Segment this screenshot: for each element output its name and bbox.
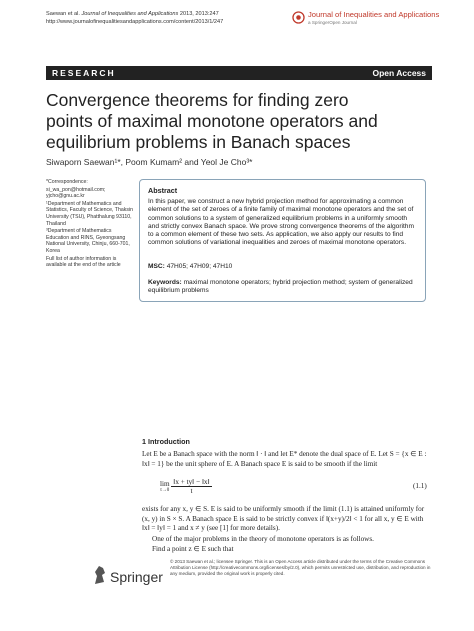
springer-wordmark: Springer: [110, 569, 163, 585]
eq-fraction: [171, 478, 211, 495]
running-header: [46, 10, 223, 26]
msc-line: [148, 263, 232, 270]
paragraph: One of the major problems in the theory of monotone operators is as follows.: [152, 535, 374, 543]
abstract-text: In this paper, we construct a new hybrid projection method for approximating a common element of the set of zeroes of a finite family of maximal monotone operators and the set of common solutions to a system of generalized equilibrium problems in a uniformly smooth and strictly convex Banach space. We prove strong convergence theorems of the algorithm to a common element of these two sets. As application, we also apply our results to find common solutions of variational inequalities and zeroes of maximal monotone operators.: [148, 198, 414, 247]
msc-codes: 47H05; 47H09; 47H10: [166, 263, 233, 270]
journal-logo: [292, 9, 442, 29]
header-url[interactable]: http://www.journalofinequalitiesandapplications.com/content/2013/1/247: [46, 19, 224, 25]
equation-1-1: [160, 478, 212, 495]
paragraph: Let E be a Banach space with the norm ‖ · ‖ and let E* denote the dual space of E. Let S = {x ∈ E : ‖x‖ = 1} be the unit sphere of E. A Banach space E is said to be smooth if the limit: [142, 450, 427, 468]
eq-denominator: t: [190, 487, 193, 495]
affil-line: ¹Department of Mathematics and Statistics, Faculty of Science, Thaksin University (TSU), Phatthalung 93110, Thailand: [46, 200, 133, 227]
logo-subtitle: a SpringerOpen Journal: [308, 20, 357, 25]
springer-horse-icon: [92, 564, 108, 586]
section-heading: 1 Introduction: [142, 437, 190, 446]
affil-email[interactable]: si_wa_pon@hotmail.com;: [46, 186, 106, 193]
license-footer: © 2013 Saewan et al.; licensee Springer. This is an Open Access article distributed under the terms of the Creative Commons Attribution License (http://creativecommons.org/licenses/by/2.0), which permits unrestricted use, distribution, and reproduction in any medium, provided the original work is properly cited.: [170, 559, 431, 576]
abstract-box: [139, 179, 426, 302]
banner-research: RESEARCH: [52, 68, 116, 78]
title-line: equilibrium problems in Banach spaces: [46, 132, 351, 152]
banner-open-access: Open Access: [372, 68, 426, 78]
equation-number: (1.1): [413, 482, 427, 490]
eq-numerator: ‖x + ty‖ − ‖x‖: [173, 478, 210, 486]
keywords-text: maximal monotone operators; hybrid projection method; system of generalized equilibrium problems: [148, 279, 413, 295]
affil-email[interactable]: yjcho@gnu.ac.kr: [46, 193, 85, 200]
header-journal: Journal of Inequalities and Applications: [81, 11, 179, 17]
keywords-label: Keywords:: [148, 279, 182, 286]
keywords-line: [148, 279, 418, 296]
affiliation-block: [46, 179, 134, 270]
logo-title: Journal of Inequalities and Applications: [308, 10, 440, 19]
springeropen-icon: [292, 11, 305, 24]
title-line: Convergence theorems for finding zero: [46, 90, 349, 110]
header-volume: 2013, 2013:247: [179, 11, 219, 17]
eq-lim: lim: [160, 480, 170, 488]
springer-logo: [92, 560, 162, 590]
header-line1: [46, 10, 223, 18]
article-title: [46, 90, 436, 153]
affil-line: ³Department of Mathematics Education and RINS, Gyeongsang National University, Chinju, 660-701, Korea: [46, 228, 130, 254]
eq-lim-sub: t→0: [160, 488, 170, 493]
paragraph: exists for any x, y ∈ S. E is said to be uniformly smooth if the limit (1.1) is attained uniformly for (x, y) in S × S. A Banach space E is said to be strictly convex if ‖(x+y)/2‖ < 1 for all x, y ∈ E with ‖x‖ = ‖y‖ = 1 and x ≠ y (see [1] for more details).: [142, 505, 425, 533]
affil-line: Full list of author information is available at the end of the article: [46, 255, 121, 269]
title-line: points of maximal monotone operators and: [46, 111, 378, 131]
msc-label: MSC:: [148, 263, 165, 270]
abstract-heading: Abstract: [148, 186, 178, 195]
article-type-banner: [46, 66, 432, 80]
affil-line: *Correspondence:: [46, 179, 88, 185]
author-list: Siwaporn Saewan¹*, Poom Kumam² and Yeol Je Cho³*: [46, 157, 253, 167]
paragraph: Find a point z ∈ E such that: [152, 545, 234, 553]
header-authors: Saewan et al.: [46, 11, 80, 17]
